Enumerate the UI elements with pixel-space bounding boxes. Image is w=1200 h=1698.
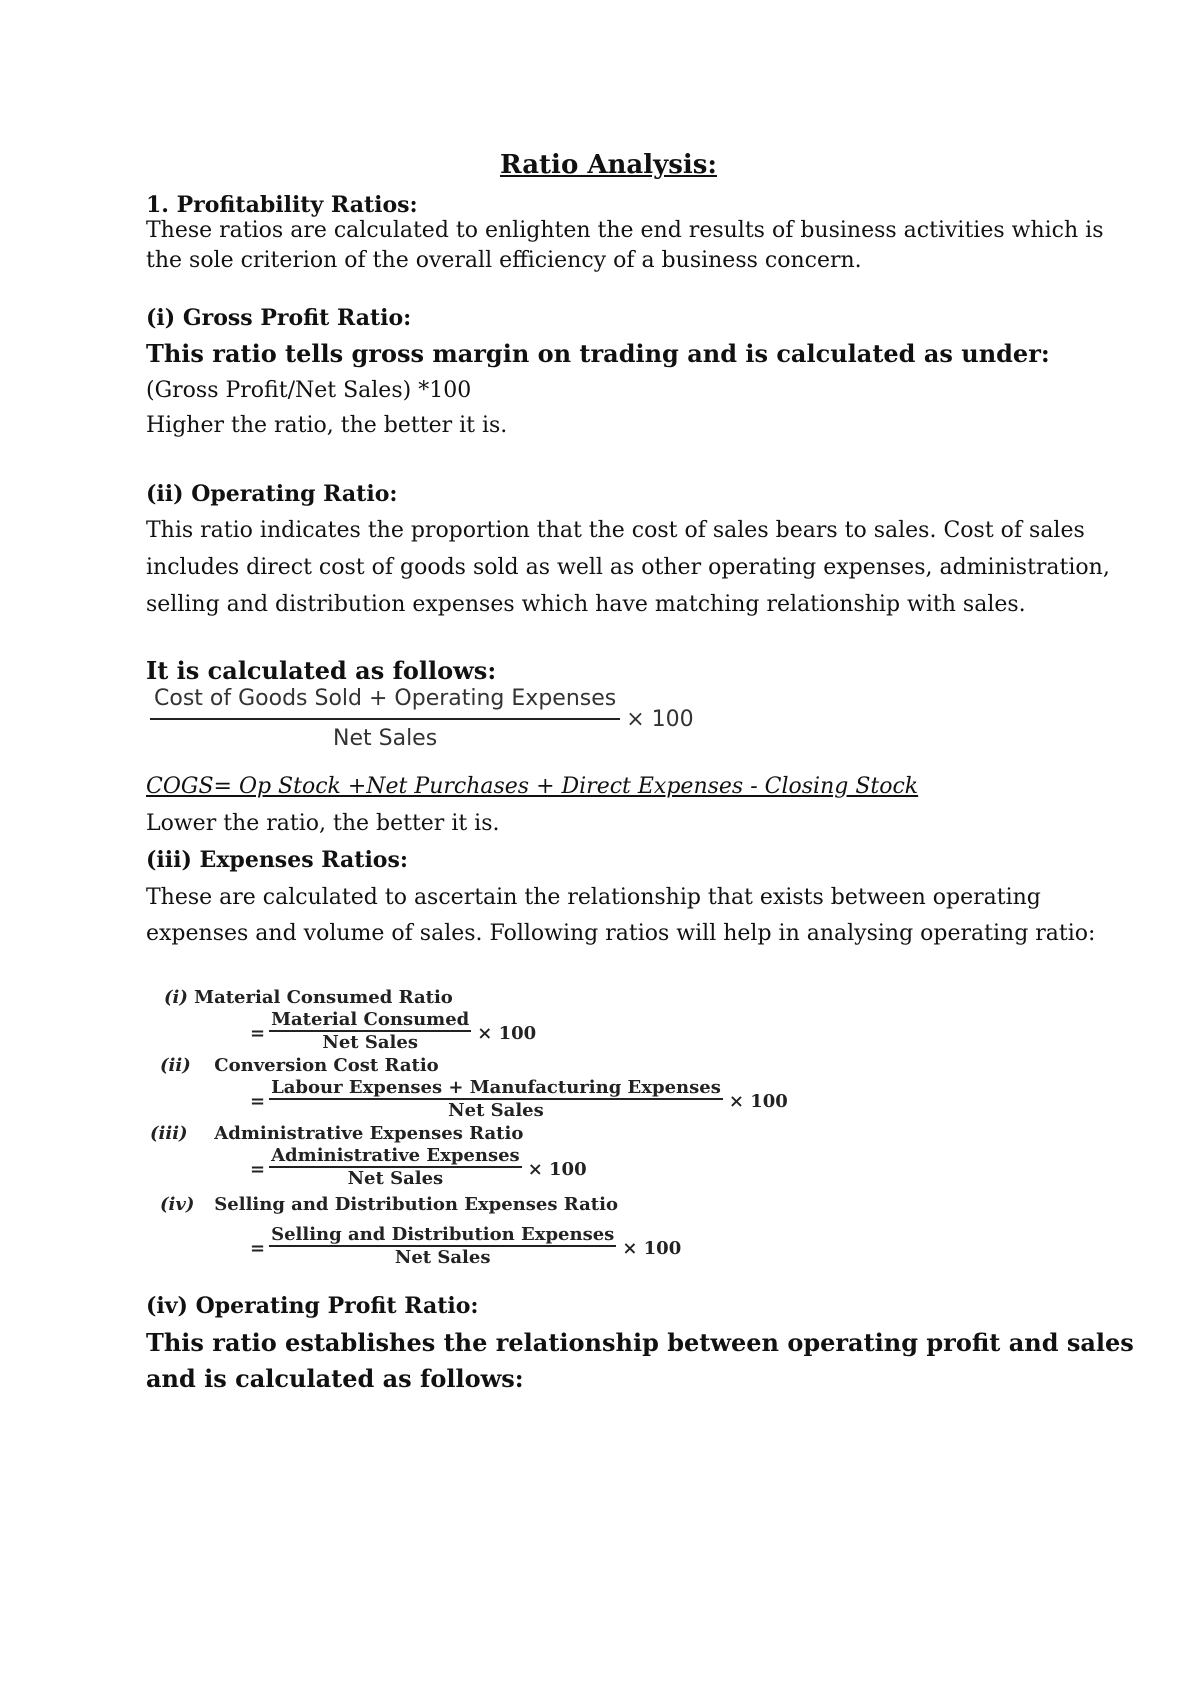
paragraph-line: selling and distribution expenses which have matching relationship with sales. bbox=[146, 592, 1026, 617]
paragraph-line: the sole criterion of the overall efficiency of a business concern. bbox=[146, 248, 862, 273]
formula-numerator: Cost of Goods Sold + Operating Expenses bbox=[150, 684, 620, 720]
material-consumed-formula: = $\frac{\text{Material Consumed}}{\text{Net Sales}}$ × 100 bbox=[250, 1009, 537, 1053]
subheading-expenses: (iii) Expenses Ratios: bbox=[146, 847, 408, 873]
subheading-gross-profit: (i) Gross Profit Ratio: bbox=[146, 305, 412, 331]
administrative-expenses-formula: = $\frac{\text{Administrative Expenses}}{\text{Net Sales}}$ × 100 bbox=[250, 1145, 587, 1189]
paragraph-line: These are calculated to ascertain the relationship that exists between operating bbox=[146, 885, 1041, 910]
paragraph-line: This ratio establishes the relationship between operating profit and sales bbox=[146, 1328, 1134, 1357]
gross-profit-formula: (Gross Profit/Net Sales) *100 bbox=[146, 378, 472, 403]
section-heading-profitability: 1. Profitability Ratios: bbox=[146, 192, 418, 218]
gross-profit-intro: This ratio tells gross margin on trading and is calculated as under: bbox=[146, 339, 1050, 368]
paragraph-line: includes direct cost of goods sold as well as other operating expenses, administration, bbox=[146, 555, 1110, 580]
expense-ratio-label: (iii) Administrative Expenses Ratio bbox=[150, 1123, 524, 1144]
formula-multiplier: × 100 bbox=[626, 706, 694, 732]
selling-distribution-formula: = $\frac{\text{Selling and Distribution Expenses}}{\text{Net Sales}}$ × 100 bbox=[250, 1224, 682, 1268]
page-title: Ratio Analysis: bbox=[500, 150, 717, 180]
expense-ratio-label: (ii) Conversion Cost Ratio bbox=[160, 1055, 439, 1076]
cogs-formula: COGS= Op Stock +Net Purchases + Direct Expenses - Closing Stock bbox=[146, 774, 919, 799]
expense-ratio-label: (iv) Selling and Distribution Expenses Ratio bbox=[160, 1194, 618, 1215]
gross-profit-note: Higher the ratio, the better it is. bbox=[146, 413, 508, 438]
paragraph-line: and is calculated as follows: bbox=[146, 1364, 524, 1393]
subheading-operating-profit: (iv) Operating Profit Ratio: bbox=[146, 1293, 479, 1319]
operating-calc-heading: It is calculated as follows: bbox=[146, 656, 497, 685]
paragraph-line: This ratio indicates the proportion that the cost of sales bears to sales. Cost of sales bbox=[146, 518, 1085, 543]
expense-ratio-label: (i) Material Consumed Ratio bbox=[164, 987, 453, 1008]
paragraph-line: These ratios are calculated to enlighten the end results of business activities which is bbox=[146, 218, 1104, 243]
subheading-operating: (ii) Operating Ratio: bbox=[146, 481, 398, 507]
paragraph-line: expenses and volume of sales. Following ratios will help in analysing operating ratio: bbox=[146, 921, 1096, 946]
operating-ratio-formula bbox=[150, 684, 694, 754]
formula-denominator: Net Sales bbox=[333, 726, 438, 751]
operating-note: Lower the ratio, the better it is. bbox=[146, 811, 500, 836]
conversion-cost-formula: = $\frac{\text{Labour Expenses + Manufacturing Expenses}}{\text{Net Sales}}$ × 100 bbox=[250, 1077, 788, 1121]
